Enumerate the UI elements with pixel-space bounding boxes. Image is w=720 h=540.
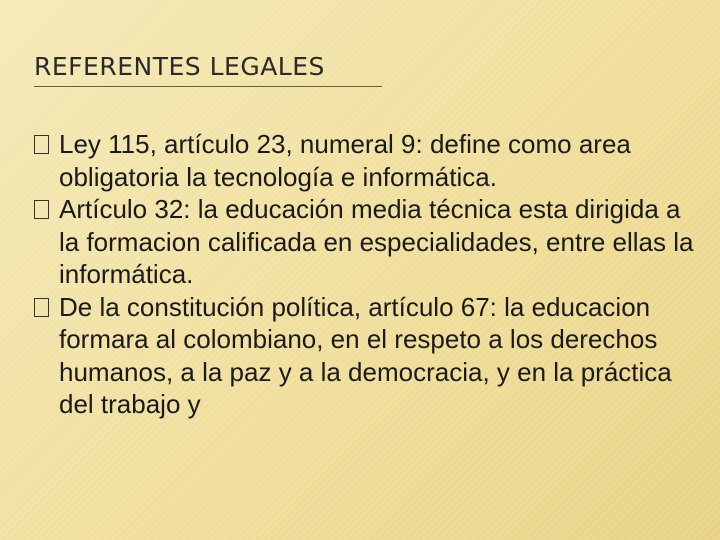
bullet-item xyxy=(34,193,699,291)
bullet-box-icon xyxy=(34,298,49,317)
bullet-box-icon xyxy=(34,200,49,219)
slide-title: REFERENTES LEGALES xyxy=(34,52,325,81)
bullet-text: Artículo 32: la educación media técnica esta dirigida a la formacion calificada en especialidades, entre ellas la informática. xyxy=(59,194,694,289)
bullet-text: Ley 115, artículo 23, numeral 9: define como area obligatoria la tecnología e informática. xyxy=(59,129,631,192)
title-underline xyxy=(34,86,382,87)
bullet-box-icon xyxy=(34,135,49,154)
bullet-text: De la constitución política, artículo 67: la educacion formara al colombiano, en el respeto a los derechos humanos, a la paz y a la democracia, y en la práctica del trabajo y xyxy=(59,291,672,419)
bullet-item xyxy=(34,128,699,193)
bullet-item xyxy=(34,291,699,421)
bullet-list xyxy=(34,128,699,421)
